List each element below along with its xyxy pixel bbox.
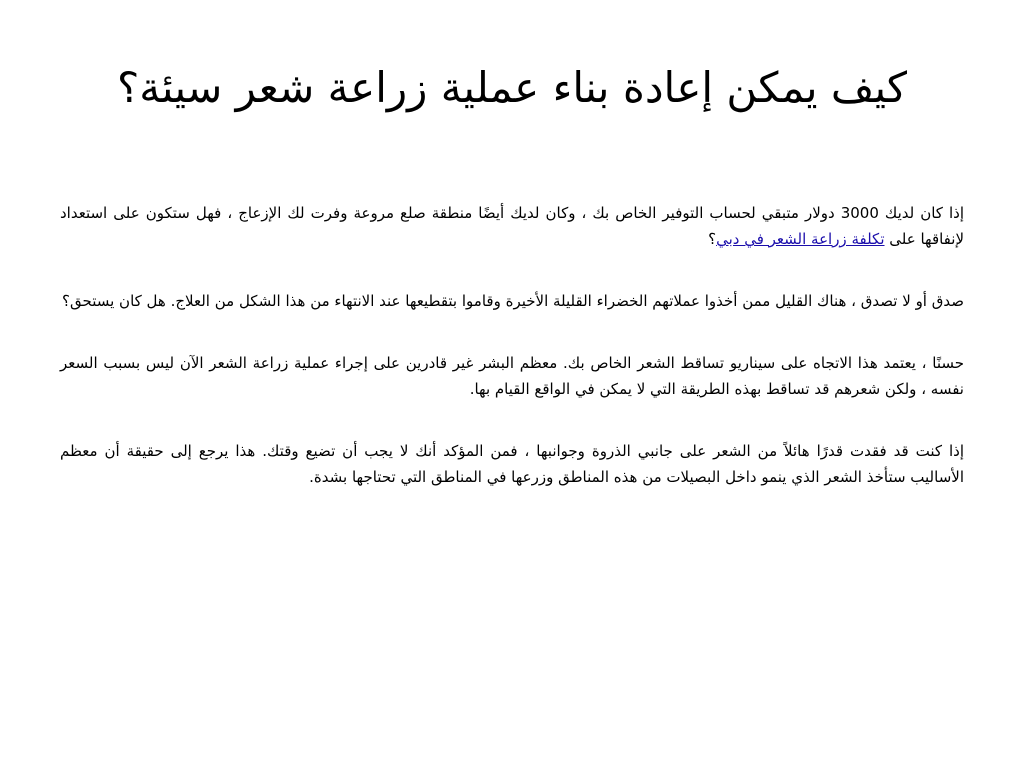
paragraph-savings-end: ؟ <box>708 230 717 248</box>
paragraph-savings-text: إذا كان لديك 3000 دولار متبقي لحساب التوفير الخاص بك ، وكان لديك أيضًا منطقة صلع مروعة وفرت لك الإزعاج ، فهل ستكون على استعداد لإنفاقها على <box>60 204 964 248</box>
hair-transplant-cost-link[interactable]: تكلفة زراعة الشعر في دبي <box>716 230 885 248</box>
slide-body <box>60 200 964 490</box>
paragraph-scenario: حسنًا ، يعتمد هذا الاتجاه على سيناريو تساقط الشعر الخاص بك. معظم البشر غير قادرين على إجراء عملية زراعة الشعر الآن ليس بسبب السعر نفسه ، ولكن شعرهم قد تساقط بهذه الطريقة التي لا يمكن في الواقع القيام بها. <box>60 354 964 398</box>
paragraph-hair-loss: إذا كنت قد فقدت قدرًا هائلاً من الشعر على جانبي الذروة وجوانبها ، فمن المؤكد أنك لا يجب أن تضيع وقتك. هذا يرجع إلى حقيقة أن معظم الأساليب ستأخذ الشعر الذي ينمو داخل البصيلات من هذه المناطق وزرعها في المناطق التي تحتاجها بشدة. <box>60 442 964 486</box>
slide-title: كيف يمكن إعادة بناء عملية زراعة شعر سيئة؟ <box>116 63 908 112</box>
paragraph-savings <box>60 200 964 252</box>
paragraph-believe: صدق أو لا تصدق ، هناك القليل ممن أخذوا عملاتهم الخضراء القليلة الأخيرة وقاموا بتقطيعها عند الانتهاء من هذا الشكل من العلاج. هل كان يستحق؟ <box>62 292 964 310</box>
